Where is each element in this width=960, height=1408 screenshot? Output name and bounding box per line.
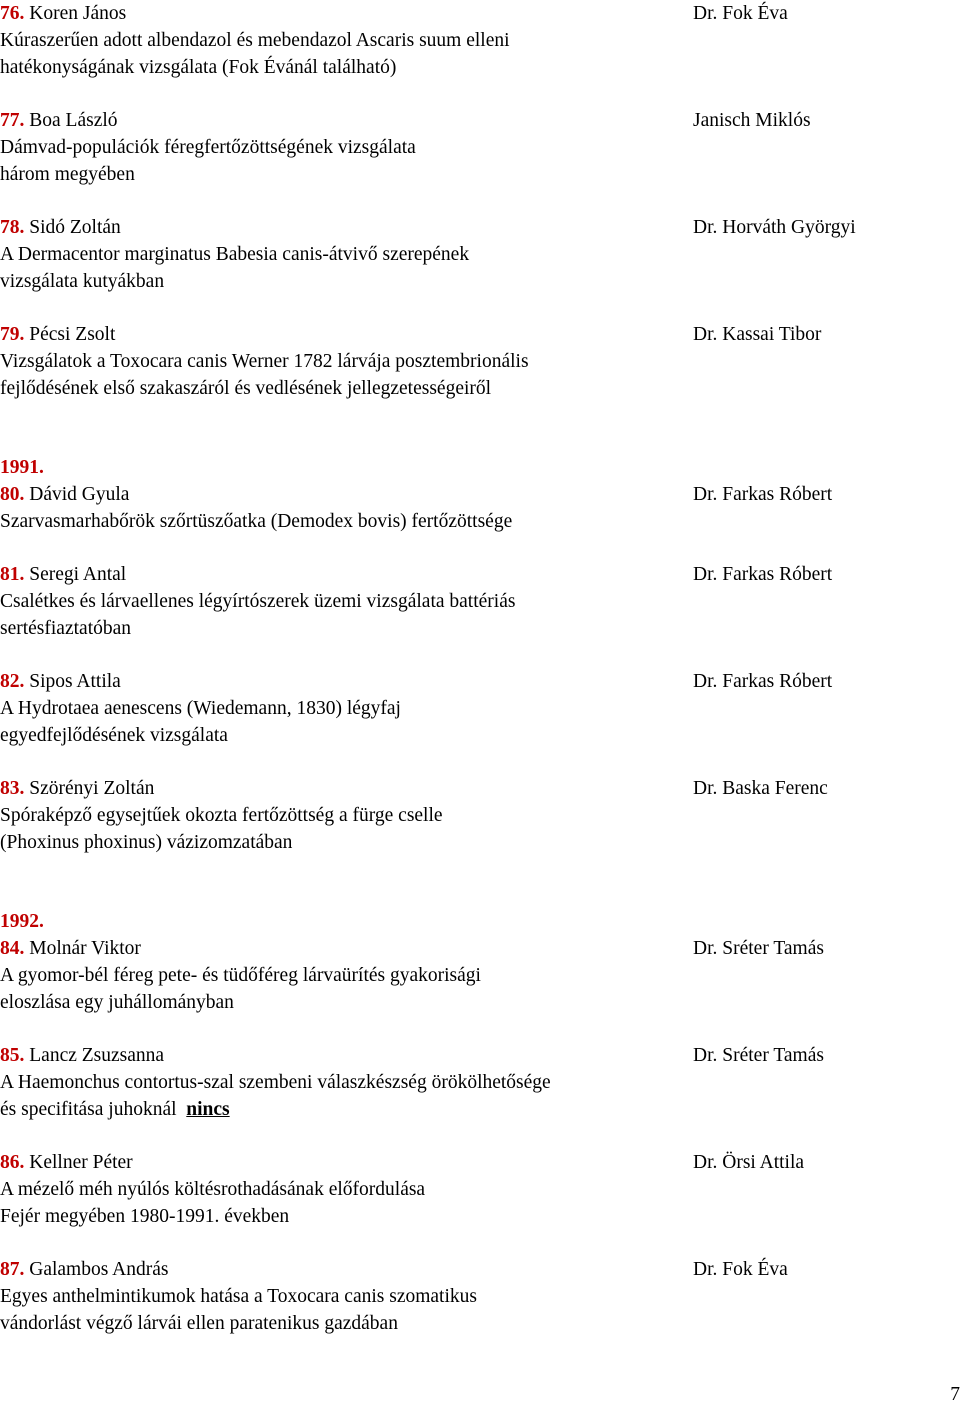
entry-title-line: Fejér megyében 1980-1991. években [0, 1206, 290, 1227]
entry-title-line: hatékonyságának vizsgálata (Fok Évánál található) [0, 57, 397, 78]
entry-author: Szörényi Zoltán [29, 778, 155, 799]
entry-supervisor: Dr. Kassai Tibor [693, 324, 822, 345]
entry-80-header [0, 481, 129, 508]
entry-supervisor: Dr. Farkas Róbert [693, 564, 833, 585]
entry-supervisor: Dr. Fok Éva [693, 1259, 788, 1280]
entry-82-header [0, 668, 121, 695]
entry-title-line: A mézelő méh nyúlós költésrothadásának előfordulása [0, 1179, 426, 1200]
entry-author: Kellner Péter [29, 1152, 133, 1173]
entry-title-line: egyedfejlődésének vizsgálata [0, 725, 228, 746]
entry-supervisor: Dr. Sréter Tamás [693, 1045, 824, 1066]
entry-author: Lancz Zsuzsanna [29, 1045, 165, 1066]
entry-title-line: Csalétkes és lárvaellenes légyírtószerek üzemi vizsgálata battériás [0, 591, 516, 612]
entry-85-header [0, 1042, 164, 1069]
year-heading-1991: 1991. [0, 457, 44, 478]
entry-86-header [0, 1149, 133, 1176]
entry-author: Pécsi Zsolt [29, 324, 116, 345]
entry-title-line: Vizsgálatok a Toxocara canis Werner 1782 lárvája posztembrionális [0, 351, 529, 372]
entry-title-line: Dámvad-populációk féregfertőzöttségének vizsgálata [0, 137, 416, 158]
entry-title-line: Kúraszerűen adott albendazol és mebendazol Ascaris suum elleni [0, 30, 510, 51]
entry-author: Seregi Antal [29, 564, 127, 585]
entry-number: 80. [0, 484, 25, 505]
entry-supervisor: Dr. Örsi Attila [693, 1152, 805, 1173]
entry-title-line: A Dermacentor marginatus Babesia canis-átvivő szerepének [0, 244, 470, 265]
missing-note: nincs [186, 1099, 230, 1120]
entry-number: 76. [0, 3, 25, 24]
entry-supervisor: Dr. Sréter Tamás [693, 938, 824, 959]
entry-title-line-with-note [0, 1096, 230, 1123]
entry-title-line: és specifitása juhoknál [0, 1099, 177, 1120]
entry-author: Molnár Viktor [29, 938, 141, 959]
entry-title-line: A Hydrotaea aenescens (Wiedemann, 1830) légyfaj [0, 698, 401, 719]
entry-87-header [0, 1256, 168, 1283]
entry-number: 87. [0, 1259, 25, 1280]
year-heading-1992: 1992. [0, 911, 44, 932]
entry-77-header [0, 107, 118, 134]
entry-supervisor: Dr. Baska Ferenc [693, 778, 828, 799]
entry-title-line: sertésfiaztatóban [0, 618, 132, 639]
entry-supervisor: Dr. Farkas Róbert [693, 671, 833, 692]
entry-author: Sipos Attila [29, 671, 121, 692]
entry-number: 77. [0, 110, 25, 131]
entry-number: 86. [0, 1152, 25, 1173]
entry-title-line: vándorlást végző lárvái ellen paratenikus gazdában [0, 1313, 398, 1334]
entry-number: 84. [0, 938, 25, 959]
entry-author: Galambos András [29, 1259, 169, 1280]
entry-number: 83. [0, 778, 25, 799]
entry-79-header [0, 321, 115, 348]
entry-supervisor: Dr. Horváth Györgyi [693, 217, 856, 238]
entry-title-line: A Haemonchus contortus-szal szembeni válaszkészség örökölhetősége [0, 1072, 551, 1093]
entry-title-line: három megyében [0, 164, 135, 185]
page-number: 7 [950, 1384, 960, 1405]
entry-title-line: A gyomor-bél féreg pete- és tüdőféreg lárvaürítés gyakorisági [0, 965, 481, 986]
entry-78-header [0, 214, 121, 241]
entry-81-header [0, 561, 126, 588]
entry-author: Sidó Zoltán [29, 217, 121, 238]
entry-title-line: vizsgálata kutyákban [0, 271, 165, 292]
entry-author: Dávid Gyula [29, 484, 130, 505]
entry-number: 85. [0, 1045, 25, 1066]
entry-83-header [0, 775, 154, 802]
entry-author: Boa László [29, 110, 118, 131]
entry-title-line: fejlődésének első szakaszáról és vedlésének jellegzetességeiről [0, 378, 492, 399]
entry-title-line: Egyes anthelmintikumok hatása a Toxocara canis szomatikus [0, 1286, 477, 1307]
entry-84-header [0, 935, 141, 962]
entry-number: 78. [0, 217, 25, 238]
entry-title-line: (Phoxinus phoxinus) vázizomzatában [0, 832, 293, 853]
entry-supervisor: Dr. Farkas Róbert [693, 484, 833, 505]
entry-supervisor: Janisch Miklós [693, 110, 811, 131]
entry-number: 81. [0, 564, 25, 585]
entry-number: 82. [0, 671, 25, 692]
entry-title-line: Szarvasmarhabőrök szőrtüszőatka (Demodex bovis) fertőzöttsége [0, 511, 513, 532]
entry-title-line: eloszlása egy juhállományban [0, 992, 234, 1013]
entry-number: 79. [0, 324, 25, 345]
entry-76-header [0, 0, 126, 27]
entry-author: Koren János [29, 3, 127, 24]
entry-supervisor: Dr. Fok Éva [693, 3, 788, 24]
entry-title-line: Spóraképző egysejtűek okozta fertőzöttség a fürge cselle [0, 805, 443, 826]
